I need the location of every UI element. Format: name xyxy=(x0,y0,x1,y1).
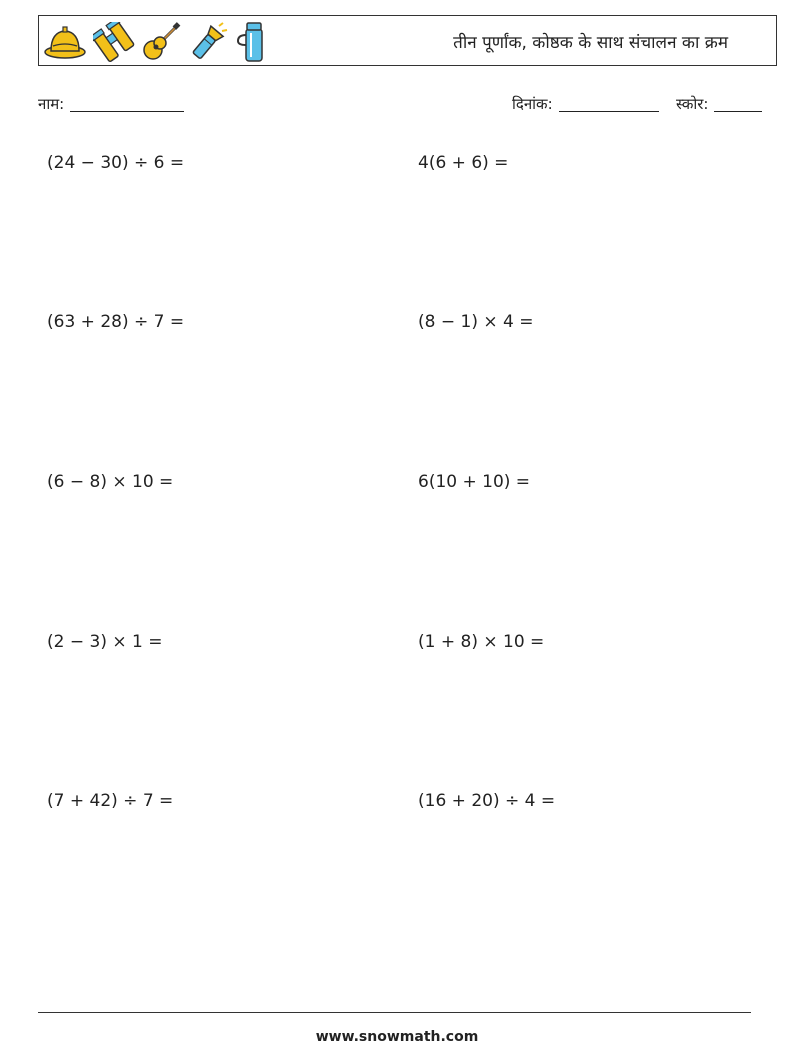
date-label: दिनांक: xyxy=(512,95,553,113)
name-field[interactable] xyxy=(38,94,184,114)
worksheet-title: तीन पूर्णांक, कोष्ठक के साथ संचालन का क्रम xyxy=(453,33,728,53)
thermos-icon xyxy=(235,21,267,63)
problem-3: (63 + 28) ÷ 7 = xyxy=(47,312,185,332)
score-label: स्कोर: xyxy=(676,95,709,113)
problem-2: 4(6 + 6) = xyxy=(418,153,509,173)
problem-6: 6(10 + 10) = xyxy=(418,472,531,492)
problem-7: (2 − 3) × 1 = xyxy=(47,632,163,652)
icon-strip xyxy=(43,20,267,64)
footer-url[interactable]: www.snowmath.com xyxy=(315,1029,479,1045)
problem-1: (24 − 30) ÷ 6 = xyxy=(47,153,185,173)
binoculars-icon xyxy=(93,22,135,62)
problem-4: (8 − 1) × 4 = xyxy=(418,312,534,332)
footer-divider xyxy=(38,1012,751,1013)
header-box xyxy=(38,15,777,66)
date-field[interactable] xyxy=(512,94,659,114)
name-blank[interactable] xyxy=(70,95,184,112)
score-blank[interactable] xyxy=(714,95,762,112)
problem-10: (16 + 20) ÷ 4 = xyxy=(418,791,556,811)
problem-9: (7 + 42) ÷ 7 = xyxy=(47,791,174,811)
guitar-icon xyxy=(141,22,181,62)
score-field[interactable] xyxy=(676,94,762,114)
problem-5: (6 − 8) × 10 = xyxy=(47,472,174,492)
date-blank[interactable] xyxy=(559,95,659,112)
hat-icon xyxy=(43,24,87,60)
problem-8: (1 + 8) × 10 = xyxy=(418,632,545,652)
flashlight-icon xyxy=(187,22,229,62)
name-label: नाम: xyxy=(38,95,65,113)
